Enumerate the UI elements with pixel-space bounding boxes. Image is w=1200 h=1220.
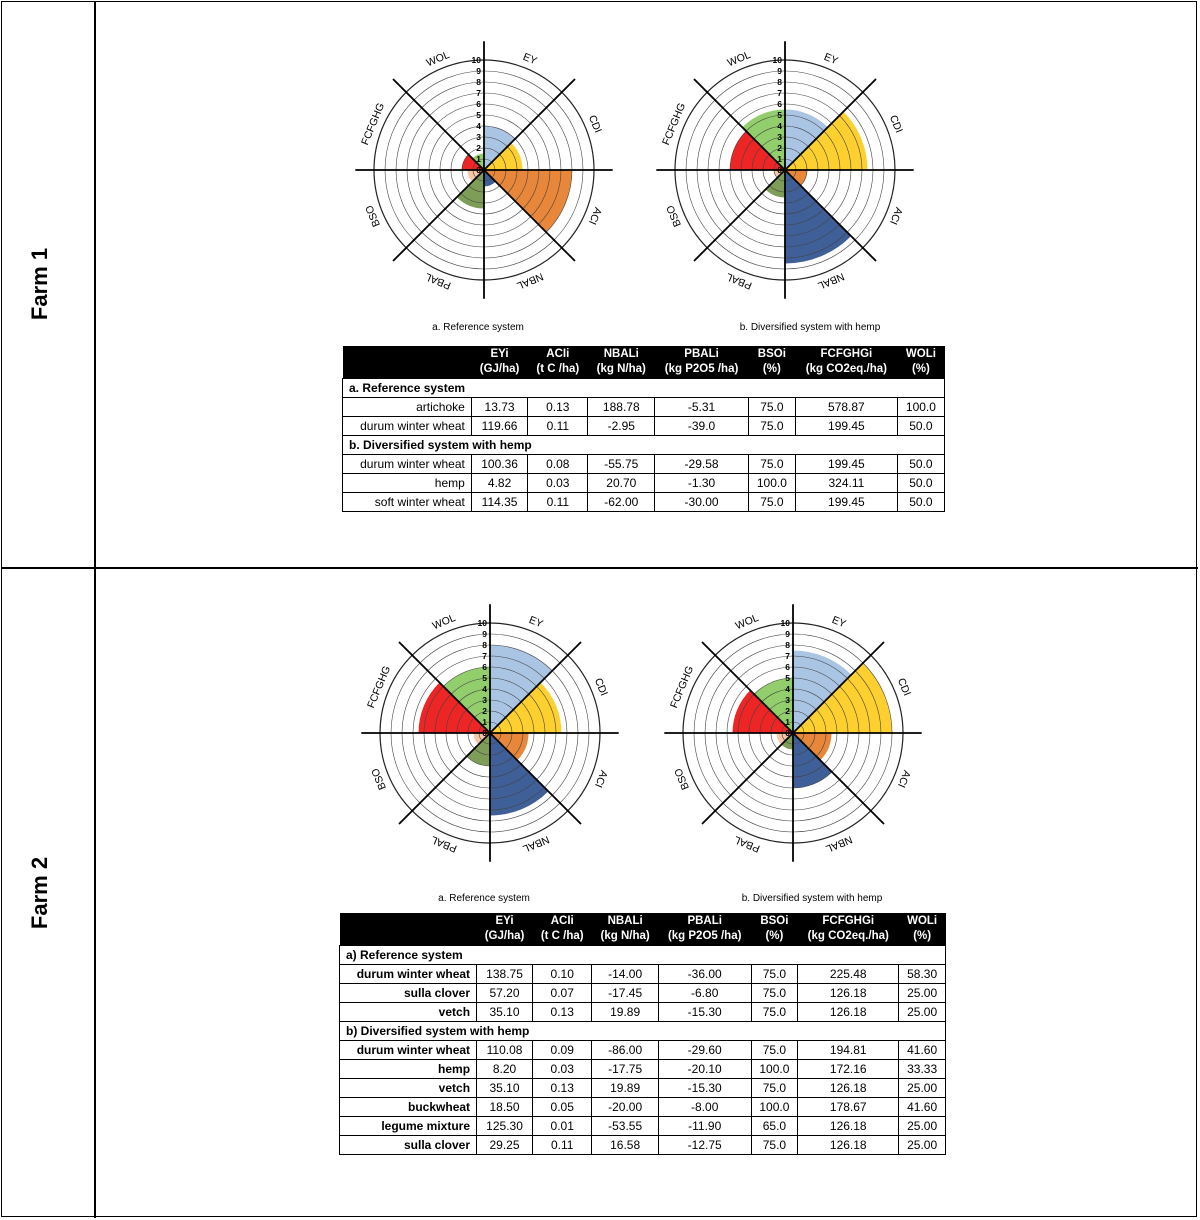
axis-label-bso: BSO <box>363 203 383 229</box>
value-cell: 4.82 <box>471 474 527 493</box>
value-cell: 100.0 <box>748 474 795 493</box>
axis-label-bso: BSO <box>664 203 684 229</box>
axis-label-fcfghg: FCFGHG <box>668 664 697 710</box>
value-cell: 0.13 <box>528 398 588 417</box>
value-cell: -29.58 <box>655 455 749 474</box>
crop-name-cell: soft winter wheat <box>343 493 472 512</box>
axis-label-nbal: NBAL <box>823 833 854 855</box>
axis-label-wol: WOL <box>733 612 761 633</box>
value-cell: 225.48 <box>798 965 899 984</box>
value-cell: 75.0 <box>748 417 795 436</box>
tick-label: 8 <box>777 77 782 87</box>
tick-label: 4 <box>777 121 782 131</box>
axis-label-aci: ACI <box>591 768 610 790</box>
axis-label-wol: WOL <box>430 612 458 633</box>
value-cell: -20.10 <box>658 1060 751 1079</box>
value-cell: 50.0 <box>897 493 944 512</box>
axis-label-wol: WOL <box>725 49 753 70</box>
value-cell: 194.81 <box>798 1041 899 1060</box>
axis-label-cdi: CDI <box>591 676 610 698</box>
value-cell: 138.75 <box>477 965 533 984</box>
column-header: PBALi (kg P2O5 /ha) <box>655 346 749 379</box>
value-cell: 126.18 <box>798 1117 899 1136</box>
value-cell: 199.45 <box>795 455 897 474</box>
tick-label: 1 <box>777 154 782 164</box>
table-section-row <box>340 946 946 965</box>
value-cell: 0.13 <box>533 1003 592 1022</box>
table-row <box>340 984 946 1003</box>
farm-2-indicators-table <box>339 913 946 1155</box>
tick-label: 4 <box>482 684 487 694</box>
farm-1-indicators-table <box>342 346 945 512</box>
value-cell: 110.08 <box>477 1041 533 1060</box>
tick-label: 2 <box>785 706 790 716</box>
value-cell: 41.60 <box>899 1098 946 1117</box>
axis-label-fcfghg: FCFGHG <box>359 101 388 147</box>
value-cell: 0.10 <box>533 965 592 984</box>
tick-label: 6 <box>785 662 790 672</box>
axis-label-aci: ACI <box>894 768 913 790</box>
value-cell: -20.00 <box>592 1098 658 1117</box>
value-cell: -12.75 <box>658 1136 751 1155</box>
value-cell: 57.20 <box>477 984 533 1003</box>
value-cell: 126.18 <box>798 1136 899 1155</box>
value-cell: 100.0 <box>751 1098 798 1117</box>
table-row <box>343 493 945 512</box>
tick-label: 6 <box>482 662 487 672</box>
tick-label: 2 <box>482 706 487 716</box>
section-title: a. Reference system <box>343 379 945 398</box>
column-header: BSOi (%) <box>748 346 795 379</box>
axis-label-pbal: PBAL <box>429 833 459 855</box>
table-row <box>343 455 945 474</box>
axis-label-ey: EY <box>830 613 848 631</box>
table-row <box>340 1041 946 1060</box>
value-cell: 0.01 <box>533 1117 592 1136</box>
farm-2-diversified-caption: b. Diversified system with hemp <box>741 893 883 904</box>
table-row <box>343 417 945 436</box>
axis-label-pbal: PBAL <box>423 270 453 292</box>
crop-name-cell: sulla clover <box>340 984 477 1003</box>
tick-label: 7 <box>476 88 481 98</box>
value-cell: 41.60 <box>899 1041 946 1060</box>
crop-name-cell: artichoke <box>343 398 472 417</box>
value-cell: 19.89 <box>592 1079 658 1098</box>
axis-label-ey: EY <box>521 50 539 68</box>
value-cell: 172.16 <box>798 1060 899 1079</box>
axis-label-aci: ACI <box>886 205 905 227</box>
tick-label: 5 <box>476 110 481 120</box>
value-cell: 25.00 <box>899 984 946 1003</box>
value-cell: -17.75 <box>592 1060 658 1079</box>
table-header-row <box>343 346 945 379</box>
tick-label: 10 <box>471 55 481 65</box>
value-cell: 126.18 <box>798 1079 899 1098</box>
value-cell: 0.11 <box>528 493 588 512</box>
value-cell: -8.00 <box>658 1098 751 1117</box>
value-cell: 0.03 <box>533 1060 592 1079</box>
tick-label: 6 <box>777 99 782 109</box>
tick-label: 1 <box>482 717 487 727</box>
table-row <box>343 474 945 493</box>
axis-label-ey: EY <box>822 50 840 68</box>
value-cell: 75.0 <box>748 493 795 512</box>
tick-label: 9 <box>482 629 487 639</box>
axis-label-pbal: PBAL <box>724 270 754 292</box>
value-cell: 58.30 <box>899 965 946 984</box>
value-cell: 50.0 <box>897 417 944 436</box>
table-row <box>340 1079 946 1098</box>
value-cell: 0.03 <box>528 474 588 493</box>
value-cell: 199.45 <box>795 493 897 512</box>
value-cell: 75.0 <box>751 984 798 1003</box>
axis-label-cdi: CDI <box>886 113 905 135</box>
axis-label-bso: BSO <box>672 766 692 792</box>
value-cell: 126.18 <box>798 1003 899 1022</box>
farm-1-label: Farm 1 <box>27 247 52 321</box>
tick-label: 3 <box>476 132 481 142</box>
value-cell: -30.00 <box>655 493 749 512</box>
axis-divider <box>702 733 793 824</box>
tick-label: 5 <box>785 673 790 683</box>
column-header: BSOi (%) <box>751 913 798 946</box>
value-cell: -6.80 <box>658 984 751 1003</box>
tick-label: 6 <box>476 99 481 109</box>
value-cell: 100.0 <box>751 1060 798 1079</box>
value-cell: 75.0 <box>751 1003 798 1022</box>
crop-name-cell: vetch <box>340 1079 477 1098</box>
tick-label: 5 <box>482 673 487 683</box>
crop-name-cell: hemp <box>343 474 472 493</box>
value-cell: -2.95 <box>588 417 655 436</box>
tick-label: 2 <box>777 143 782 153</box>
value-cell: 199.45 <box>795 417 897 436</box>
column-header: NBALi (kg N/ha) <box>588 346 655 379</box>
axis-label-bso: BSO <box>369 766 389 792</box>
value-cell: 20.70 <box>588 474 655 493</box>
value-cell: -29.60 <box>658 1041 751 1060</box>
value-cell: 35.10 <box>477 1079 533 1098</box>
crop-name-cell: durum winter wheat <box>343 417 472 436</box>
crop-name-cell: hemp <box>340 1060 477 1079</box>
table-row <box>340 965 946 984</box>
value-cell: 125.30 <box>477 1117 533 1136</box>
value-cell: 75.0 <box>748 398 795 417</box>
column-header: WOLi (%) <box>899 913 946 946</box>
value-cell: -11.90 <box>658 1117 751 1136</box>
value-cell: -53.55 <box>592 1117 658 1136</box>
column-header: EYi (GJ/ha) <box>471 346 527 379</box>
tick-label: 10 <box>772 55 782 65</box>
value-cell: 0.11 <box>528 417 588 436</box>
value-cell: -5.31 <box>655 398 749 417</box>
value-cell: 50.0 <box>897 474 944 493</box>
table-row <box>343 398 945 417</box>
column-header: PBALi (kg P2O5 /ha) <box>658 913 751 946</box>
column-header: ACIi (t C /ha) <box>533 913 592 946</box>
table-row <box>340 1098 946 1117</box>
tick-label: 9 <box>476 66 481 76</box>
crop-name-cell: vetch <box>340 1003 477 1022</box>
value-cell: 25.00 <box>899 1136 946 1155</box>
tick-label: 0 <box>482 728 487 738</box>
tick-label: 10 <box>477 618 487 628</box>
crop-name-cell: buckwheat <box>340 1098 477 1117</box>
farm-2-reference-caption: a. Reference system <box>438 893 530 904</box>
value-cell: 25.00 <box>899 1003 946 1022</box>
value-cell: 119.66 <box>471 417 527 436</box>
value-cell: -15.30 <box>658 1079 751 1098</box>
section-title: a) Reference system <box>340 946 946 965</box>
value-cell: 75.0 <box>748 455 795 474</box>
column-header: WOLi (%) <box>897 346 944 379</box>
column-header <box>343 346 472 379</box>
value-cell: 25.00 <box>899 1117 946 1136</box>
value-cell: 0.09 <box>533 1041 592 1060</box>
value-cell: -55.75 <box>588 455 655 474</box>
tick-label: 1 <box>476 154 481 164</box>
column-header: FCFGHGi (kg CO2eq./ha) <box>795 346 897 379</box>
value-cell: 18.50 <box>477 1098 533 1117</box>
value-cell: 0.13 <box>533 1079 592 1098</box>
tick-label: 0 <box>777 165 782 175</box>
value-cell: 324.11 <box>795 474 897 493</box>
tick-label: 8 <box>785 640 790 650</box>
crop-name-cell: durum winter wheat <box>340 1041 477 1060</box>
value-cell: -17.45 <box>592 984 658 1003</box>
value-cell: 100.36 <box>471 455 527 474</box>
tick-label: 4 <box>785 684 790 694</box>
table-row <box>340 1117 946 1136</box>
section-title: b. Diversified system with hemp <box>343 436 945 455</box>
tick-label: 8 <box>476 77 481 87</box>
value-cell: -86.00 <box>592 1041 658 1060</box>
axis-label-nbal: NBAL <box>514 270 545 292</box>
axis-label-nbal: NBAL <box>815 270 846 292</box>
value-cell: 0.05 <box>533 1098 592 1117</box>
value-cell: -62.00 <box>588 493 655 512</box>
axis-label-ey: EY <box>527 613 545 631</box>
axis-label-fcfghg: FCFGHG <box>660 101 689 147</box>
tick-label: 10 <box>780 618 790 628</box>
tick-label: 1 <box>785 717 790 727</box>
table-header-row <box>340 913 946 946</box>
tick-label: 2 <box>476 143 481 153</box>
table-section-row <box>340 1022 946 1041</box>
crop-name-cell: sulla clover <box>340 1136 477 1155</box>
value-cell: 25.00 <box>899 1079 946 1098</box>
tick-label: 0 <box>785 728 790 738</box>
value-cell: 50.0 <box>897 455 944 474</box>
column-header: FCFGHGi (kg CO2eq./ha) <box>798 913 899 946</box>
axis-label-cdi: CDI <box>894 676 913 698</box>
value-cell: 75.0 <box>751 1079 798 1098</box>
value-cell: 33.33 <box>899 1060 946 1079</box>
tick-label: 9 <box>785 629 790 639</box>
value-cell: 35.10 <box>477 1003 533 1022</box>
tick-label: 7 <box>785 651 790 661</box>
table-section-row <box>343 436 945 455</box>
value-cell: 0.07 <box>533 984 592 1003</box>
tick-label: 5 <box>777 110 782 120</box>
farm-2-label: Farm 2 <box>27 856 52 930</box>
axis-label-nbal: NBAL <box>520 833 551 855</box>
value-cell: 29.25 <box>477 1136 533 1155</box>
value-cell: 100.0 <box>897 398 944 417</box>
value-cell: -14.00 <box>592 965 658 984</box>
farm-1-reference-caption: a. Reference system <box>432 322 524 333</box>
tick-label: 7 <box>482 651 487 661</box>
tick-label: 3 <box>777 132 782 142</box>
crop-name-cell: durum winter wheat <box>343 455 472 474</box>
tick-label: 3 <box>482 695 487 705</box>
tick-label: 3 <box>785 695 790 705</box>
table-row <box>340 1136 946 1155</box>
farm-1-diversified-caption: b. Diversified system with hemp <box>739 322 881 333</box>
value-cell: -15.30 <box>658 1003 751 1022</box>
tick-label: 8 <box>482 640 487 650</box>
tick-label: 7 <box>777 88 782 98</box>
axis-label-cdi: CDI <box>585 113 604 135</box>
value-cell: -36.00 <box>658 965 751 984</box>
value-cell: 8.20 <box>477 1060 533 1079</box>
table-row <box>340 1003 946 1022</box>
value-cell: 126.18 <box>798 984 899 1003</box>
value-cell: 0.08 <box>528 455 588 474</box>
table-section-row <box>343 379 945 398</box>
value-cell: 16.58 <box>592 1136 658 1155</box>
value-cell: 178.67 <box>798 1098 899 1117</box>
crop-name-cell: legume mixture <box>340 1117 477 1136</box>
column-header <box>340 913 477 946</box>
axis-label-fcfghg: FCFGHG <box>365 664 394 710</box>
value-cell: 578.87 <box>795 398 897 417</box>
tick-label: 0 <box>476 165 481 175</box>
value-cell: 65.0 <box>751 1117 798 1136</box>
value-cell: -1.30 <box>655 474 749 493</box>
axis-label-pbal: PBAL <box>732 833 762 855</box>
section-title: b) Diversified system with hemp <box>340 1022 946 1041</box>
axis-label-aci: ACI <box>585 205 604 227</box>
value-cell: 188.78 <box>588 398 655 417</box>
value-cell: 75.0 <box>751 965 798 984</box>
value-cell: 75.0 <box>751 1041 798 1060</box>
column-header: EYi (GJ/ha) <box>477 913 533 946</box>
value-cell: -39.0 <box>655 417 749 436</box>
value-cell: 75.0 <box>751 1136 798 1155</box>
value-cell: 0.11 <box>533 1136 592 1155</box>
tick-label: 4 <box>476 121 481 131</box>
axis-label-wol: WOL <box>424 49 452 70</box>
crop-name-cell: durum winter wheat <box>340 965 477 984</box>
table-row <box>340 1060 946 1079</box>
column-header: NBALi (kg N/ha) <box>592 913 658 946</box>
value-cell: 114.35 <box>471 493 527 512</box>
value-cell: 19.89 <box>592 1003 658 1022</box>
tick-label: 9 <box>777 66 782 76</box>
column-header: ACIi (t C /ha) <box>528 346 588 379</box>
value-cell: 13.73 <box>471 398 527 417</box>
